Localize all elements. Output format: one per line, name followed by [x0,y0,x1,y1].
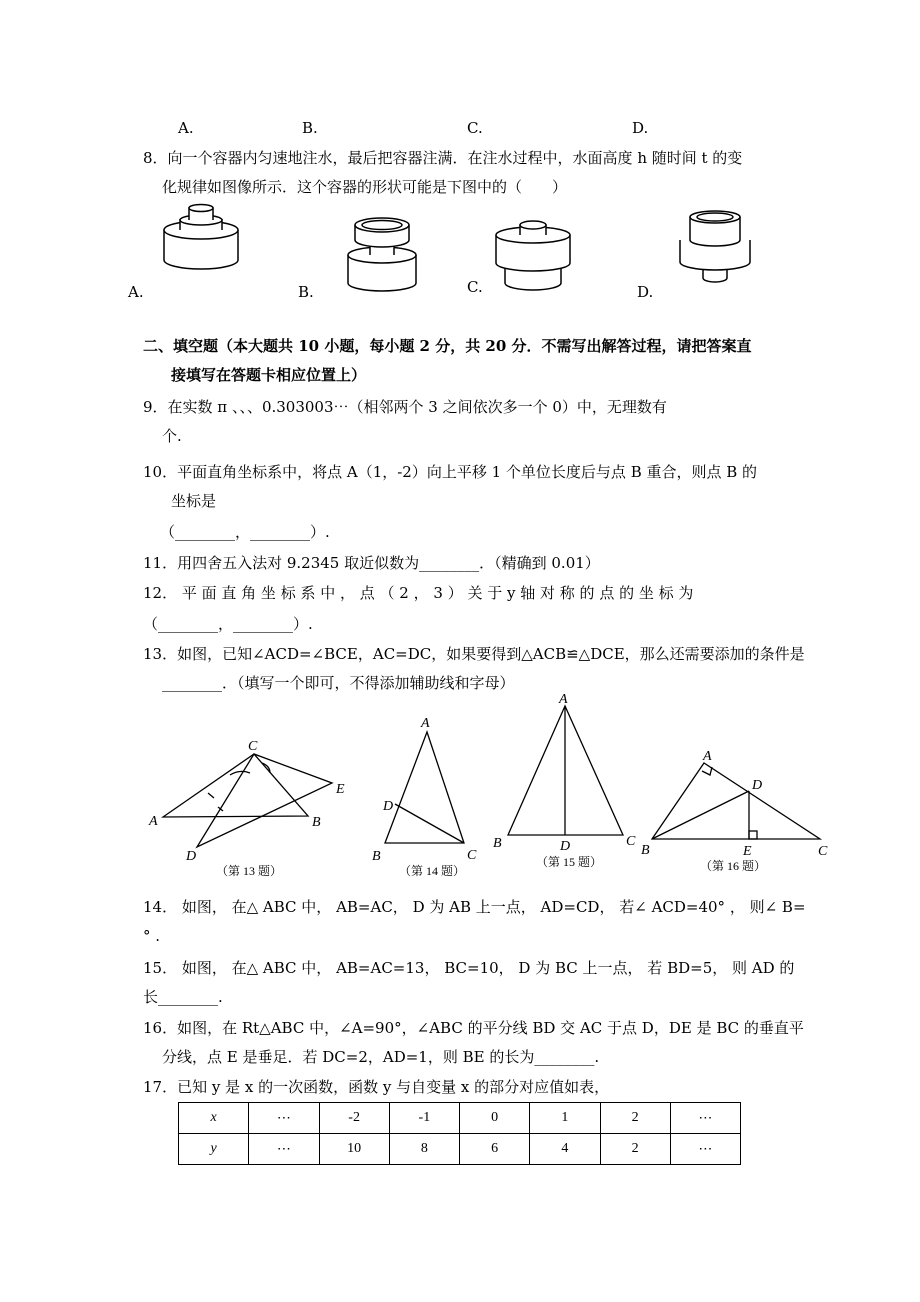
q9-line2: 个. [162,427,182,445]
table-cell: 4 [530,1134,600,1165]
q17-value-table [178,1102,741,1165]
fig14-caption: （第 14 题） [399,864,466,878]
q11-line1: 11．用四舍五入法对 9.2345 取近似数为________．（精确到 0.01） [143,554,600,572]
q10-line3: （________，________）. [160,523,330,541]
table-row [179,1103,741,1134]
fig13-label-a: A [149,814,158,829]
q16-line1: 16．如图，在 Rt△ABC 中，∠A=90°，∠ABC 的平分线 BD 交 AC 于点 D，DE 是 BC 的垂直平 [143,1019,804,1037]
q12-line1: 12． 平 面 直 角 坐 标 系 中 ， 点 （ 2 ， 3 ） 关 于 y 轴 对 称 的 点 的 坐 标 为 [143,584,694,602]
q8-line2: 化规律如图像所示．这个容器的形状可能是下图中的（ ） [162,178,568,196]
fig16-label-c: C [818,844,828,859]
q15-line1: 15． 如图， 在△ ABC 中， AB=AC=13， BC=10， D 为 BC 上一点， 若 BD=5， 则 AD 的 [143,959,795,977]
table-cell: 2 [600,1103,670,1134]
q8-option-b: B. [298,283,314,301]
table-cell: 0 [460,1103,530,1134]
fig14-label-c: C [467,848,477,863]
container-d-shape [680,211,750,282]
table-cell: ⋯ [249,1103,319,1134]
q9-line1: 9．在实数 π 、、、0.303003⋯（相邻两个 3 之间依次多一个 0）中，无理数有 [143,398,667,416]
table-cell: 8 [389,1134,459,1165]
q14-line2: ° . [143,927,161,945]
q16-line2: 分线，点 E 是垂足．若 DC=2，AD=1，则 BE 的长为________. [162,1048,600,1066]
q14-line1: 14． 如图， 在△ ABC 中， AB=AC， D 为 AB 上一点， AD=CD， 若∠ ACD=40° ， 则∠ B= [143,898,806,916]
q7-option-c: C. [467,119,483,137]
q10-line2: 坐标是 [171,492,217,510]
table-cell: -1 [389,1103,459,1134]
table-cell: -2 [319,1103,389,1134]
container-a-shape [164,205,238,270]
q12-line2: （________，________）. [143,615,313,633]
q7-option-b: B. [302,119,318,137]
table-cell: ⋯ [249,1134,319,1165]
table-cell: 1 [530,1103,600,1134]
q8-option-a: A. [128,283,144,301]
fig14-label-b: B [372,849,381,864]
fig14-lines [385,732,464,843]
table-cell: 6 [460,1134,530,1165]
section2-heading-line2: 接填写在答题卡相应位置上） [171,366,367,384]
table-row [179,1134,741,1165]
q17-line1: 17．已知 y 是 x 的一次函数，函数 y 与自变量 x 的部分对应值如表， [143,1078,610,1096]
table-cell: y [179,1134,249,1165]
fig16-label-a: A [703,749,712,764]
table-cell: ⋯ [670,1134,740,1165]
fig16-label-d: D [752,778,763,793]
fig15-caption: （第 15 题） [536,855,603,869]
fig13-label-e: E [336,782,345,797]
q10-line1: 10．平面直角坐标系中，将点 A（1，-2）向上平移 1 个单位长度后与点 B 重合，则点 B 的 [143,463,758,481]
fig14-label-a: A [421,716,430,731]
table-cell: ⋯ [670,1103,740,1134]
fig16-caption: （第 16 题） [700,859,767,873]
q13-line1: 13．如图，已知∠ACD=∠BCE，AC=DC，如果要得到△ACB≌△DCE，那么还需要添加的条件是 [143,645,805,663]
q7-option-d: D. [632,119,649,137]
fig16-lines [652,763,820,839]
q8-option-d: D. [637,283,654,301]
q8-line1: 8．向一个容器内匀速地注水，最后把容器注满．在注水过程中，水面高度 h 随时间 t 的变 [143,149,743,167]
table-cell: x [179,1103,249,1134]
fig15-label-a: A [559,692,568,707]
fig13-label-d: D [186,849,197,864]
fig13-lines [163,754,332,847]
section2-heading-line1: 二、填空题（本大题共 10 小题，每小题 2 分，共 20 分．不需写出解答过程，请把答案直 [143,337,752,355]
fig13-label-c: C [248,739,258,754]
fig15-lines [508,706,623,835]
container-c-shape [496,221,570,290]
q13-line2: ________．（填写一个即可，不得添加辅助线和字母） [162,674,515,692]
container-b-shape [348,218,416,291]
fig16-label-b: B [641,843,650,858]
fig15-label-b: B [493,836,502,851]
q15-line2: 长________. [143,988,223,1006]
fig16-label-e: E [743,844,752,859]
fig14-label-d: D [383,799,394,814]
fig15-label-c: C [626,834,636,849]
q8-option-c: C. [467,278,483,296]
q7-option-a: A. [178,119,194,137]
table-cell: 10 [319,1134,389,1165]
geometry-figures [0,690,920,890]
fig13-label-b: B [312,815,321,830]
fig13-caption: （第 13 题） [216,864,283,878]
table-cell: 2 [600,1134,670,1165]
fig15-label-d: D [560,839,571,854]
